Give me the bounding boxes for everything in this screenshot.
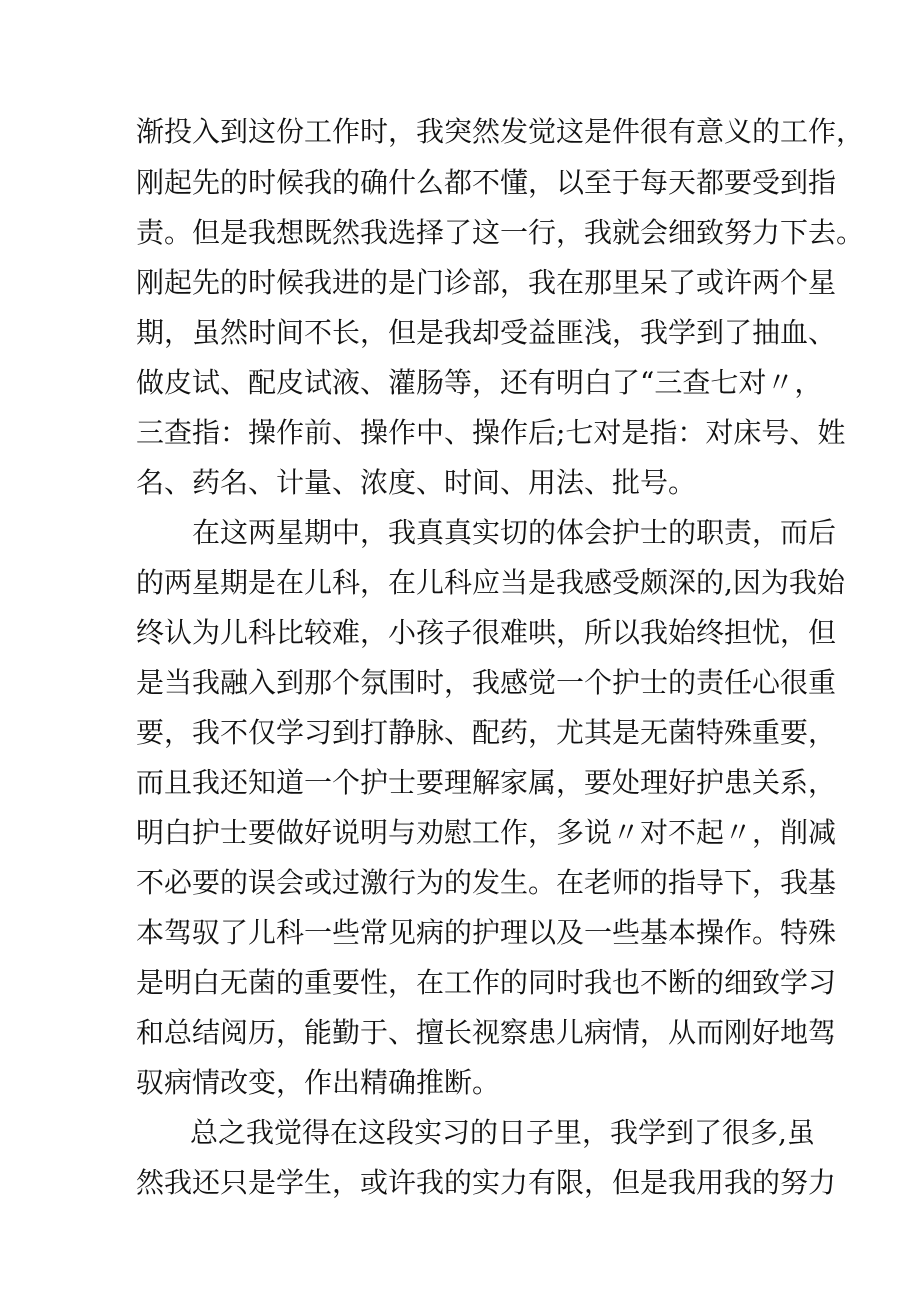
text-line: 三查指：操作前、操作中、操作后;七对是指：对床号、姓 (136, 416, 846, 449)
text-line: 是当我融入到那个氛围时，我感觉一个护士的责任心很重 (136, 666, 837, 699)
text-line: 刚起先的时候我的确什么都不懂，以至于每天都要受到指 (136, 166, 837, 199)
text-line: 本驾驭了儿科一些常见病的护理以及一些基本操作。特殊 (136, 916, 837, 949)
text-line: 做皮试、配皮试液、灌肠等，还有明白了“三查七对〃， (136, 366, 823, 399)
text-line: 和总结阅历，能勤于、擅长视察患儿病情，从而刚好地驾 (136, 1016, 837, 1049)
text-line: 而且我还知道一个护士要理解家属，要处理好护患关系， (136, 766, 837, 799)
text-line: 总之我觉得在这段实习的日子里，我学到了很多,虽 (190, 1116, 815, 1149)
text-line: 期，虽然时间不长，但是我却受益匪浅，我学到了抽血、 (136, 316, 837, 349)
text-line: 然我还只是学生，或许我的实力有限，但是我用我的努力 (136, 1166, 837, 1199)
text-line: 在这两星期中，我真真实切的体会护士的职责，而后 (192, 516, 837, 549)
text-line: 责。但是我想既然我选择了这一行，我就会细致努力下去。 (136, 216, 865, 249)
text-line: 的两星期是在儿科，在儿科应当是我感受颇深的,因为我始 (136, 566, 845, 599)
text-line: 终认为儿科比较难，小孩子很难哄，所以我始终担忧，但 (136, 616, 837, 649)
text-line: 渐投入到这份工作时，我突然发觉这是件很有意义的工作， (136, 115, 865, 148)
text-line: 要，我不仅学习到打静脉、配药，尤其是无菌特殊重要， (136, 716, 837, 749)
text-line: 名、药名、计量、浓度、时间、用法、批号。 (136, 466, 697, 499)
text-line: 不必要的误会或过激行为的发生。在老师的指导下，我基 (136, 866, 837, 899)
text-line: 明白护士要做好说明与劝慰工作，多说〃对不起〃，削减 (136, 816, 837, 849)
text-line: 刚起先的时候我进的是门诊部，我在那里呆了或许两个星 (136, 266, 837, 299)
text-line: 是明白无菌的重要性，在工作的同时我也不断的细致学习 (136, 966, 837, 999)
text-line: 驭病情改变，作出精确推断。 (136, 1066, 501, 1099)
